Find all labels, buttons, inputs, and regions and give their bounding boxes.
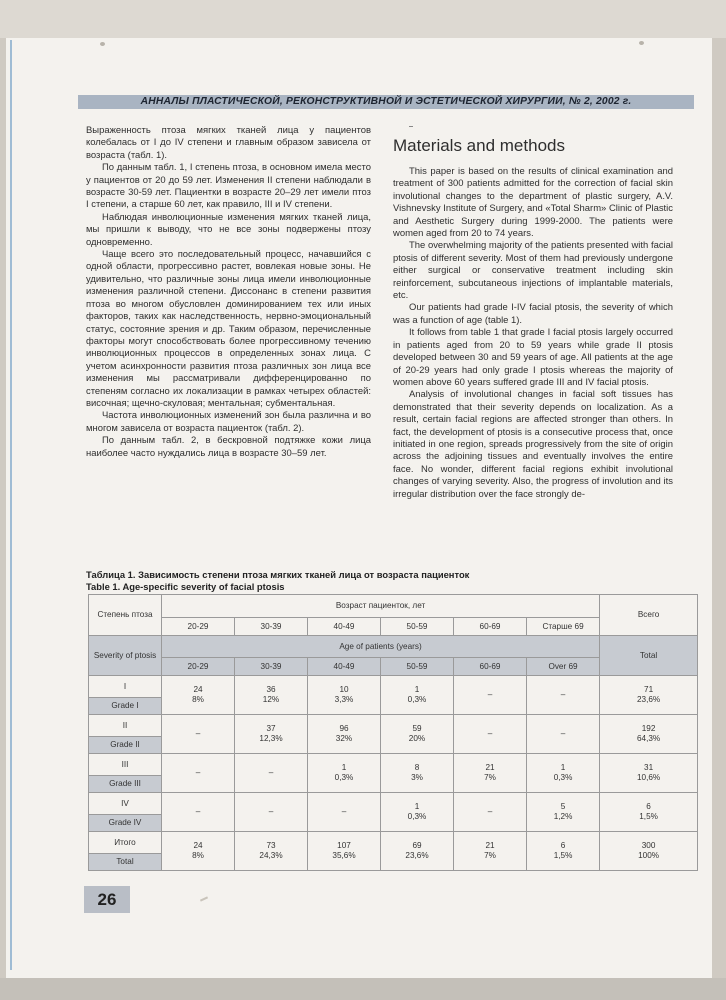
right-column-english: [393, 166, 673, 501]
cell-count: –: [487, 807, 493, 816]
age-group-ru: 20-29: [162, 618, 235, 636]
header-total-en: Total: [600, 636, 698, 676]
table-cell: [381, 676, 454, 715]
age-group-en: 40-49: [308, 658, 381, 676]
cell-percent: 3%: [411, 773, 423, 782]
age-group-ru: 60-69: [454, 618, 527, 636]
dash-mark: [409, 126, 413, 127]
paragraph: It follows from table 1 that grade I facial ptosis largely occurred in patients aged from 20 to 59 years while grade II ptosis developed between 30 and 59 years of age. All patients at the age of 20-29 years had only grade I ptosis whereas the majority of women above 60 years suffered grade III and IV facial ptosis.: [393, 327, 673, 388]
punch-hole: [639, 41, 644, 45]
table-cell: [454, 754, 527, 793]
paragraph: Частота инволюционных изменений зон была различна и во многом зависела от возраста пациенток (табл. 2).: [86, 410, 371, 434]
cell-count: –: [560, 729, 566, 738]
paragraph: По данным табл. 2, в бескровной подтяжке кожи лица наиболее часто нуждались лица в возрасте 30–59 лет.: [86, 435, 371, 459]
header-severity-ru: Степень птоза: [89, 595, 162, 636]
table-cell: [235, 676, 308, 715]
cell-count: 8: [414, 763, 420, 772]
cell-count: 69: [412, 841, 422, 850]
cell-count: –: [195, 768, 201, 777]
cell-count: –: [341, 807, 347, 816]
table-cell: [308, 832, 381, 871]
paragraph: This paper is based on the results of clinical examination and treatment of 300 patients admitted for the correction of facial skin involutional changes to the department of plastic surgery, A.V. Vishnevsky Institute of Surgery, and «Total Sharm» Clinic of Plastic and Aesthetic Surgery during 1999-2000. The patients were women aged from 20 to 74 years.: [393, 166, 673, 240]
table-cell: [381, 754, 454, 793]
table-cell: [454, 793, 527, 832]
table-cell: [162, 676, 235, 715]
table-cell: [308, 754, 381, 793]
binding-edge-line: [10, 40, 12, 970]
table-row: [89, 793, 698, 815]
scan-bottom-strip: [0, 978, 726, 1000]
total-cell: [600, 832, 698, 871]
table-caption-english: Table 1. Age-specific severity of facial ptosis: [86, 581, 285, 592]
cell-count: 107: [337, 841, 351, 850]
paragraph: The overwhelming majority of the patients presented with facial ptosis of different severity. Most of them had previously undergone either surgical or conservative treatment including skin reinforcement, subcutaneous injections of implantable materials, etc.: [393, 240, 673, 302]
table-cell: [381, 715, 454, 754]
cell-count: –: [268, 807, 274, 816]
table-cell: [527, 715, 600, 754]
cell-count: 37: [266, 724, 276, 733]
table-cell: [308, 793, 381, 832]
age-group-en: Over 69: [527, 658, 600, 676]
cell-percent: 8%: [192, 695, 204, 704]
table-row: [89, 715, 698, 737]
cell-percent: 35,6%: [332, 851, 356, 860]
table-cell: [454, 676, 527, 715]
section-title: Materials and methods: [393, 136, 565, 155]
cell-count: 21: [485, 841, 495, 850]
cell-percent: 24,3%: [259, 851, 283, 860]
age-group-en: 50-59: [381, 658, 454, 676]
total-cell: [600, 676, 698, 715]
cell-percent: 12,3%: [259, 734, 283, 743]
table-cell: [527, 754, 600, 793]
cell-percent: 1,2%: [553, 812, 573, 821]
cell-count: 6: [646, 802, 651, 811]
severity-label-en: Grade IV: [89, 815, 162, 832]
table-cell: [162, 832, 235, 871]
table-cell: [381, 793, 454, 832]
table-cell: [308, 715, 381, 754]
total-cell: [600, 715, 698, 754]
header-age-en: Age of patients (years): [162, 636, 600, 658]
table-cell: [454, 715, 527, 754]
age-group-en: 30-39: [235, 658, 308, 676]
age-group-en: 60-69: [454, 658, 527, 676]
cell-count: 24: [193, 841, 203, 850]
age-group-en: 20-29: [162, 658, 235, 676]
cell-count: 1: [414, 802, 420, 811]
cell-percent: 23,6%: [636, 695, 661, 704]
severity-label-ru: I: [89, 676, 162, 698]
age-group-ru: Старше 69: [527, 618, 600, 636]
paragraph: Наблюдая инволюционные изменения мягких тканей лица, мы пришли к выводу, что не все зоны подвержены птозу одновременно.: [86, 211, 371, 248]
severity-label-en: Grade I: [89, 698, 162, 715]
table-caption-russian: Таблица 1. Зависимость степени птоза мягких тканей лица от возраста пациенток: [86, 569, 470, 580]
cell-count: 10: [339, 685, 349, 694]
cell-count: 1: [414, 685, 420, 694]
running-header: [78, 95, 694, 109]
punch-hole: [100, 42, 105, 46]
left-column-russian: [86, 125, 371, 460]
header-age-ru: Возраст пациенток, лет: [162, 595, 600, 618]
cell-percent: 3,3%: [334, 695, 354, 704]
cell-count: 6: [560, 841, 566, 850]
table-cell: [235, 832, 308, 871]
paragraph: Выраженность птоза мягких тканей лица у пациентов колебалась от I до IV степени и главным образом зависела от возраста (табл. 1).: [86, 125, 371, 161]
cell-percent: 1,5%: [639, 812, 658, 821]
cell-percent: 100%: [638, 851, 660, 860]
cell-percent: 23,6%: [405, 851, 429, 860]
table-body: [89, 676, 698, 871]
cell-count: 36: [266, 685, 276, 694]
running-header-text: АННАЛЫ ПЛАСТИЧЕСКОЙ, РЕКОНСТРУКТИВНОЙ И ЭСТЕТИЧЕСКОЙ ХИРУРГИИ, № 2, 2002 г.: [140, 96, 632, 107]
table-cell: [235, 793, 308, 832]
cell-percent: 8%: [192, 851, 204, 860]
cell-count: 300: [641, 841, 656, 850]
table-cell: [381, 832, 454, 871]
ptosis-age-table: [88, 594, 698, 871]
cell-count: 192: [641, 724, 656, 733]
total-cell: [600, 754, 698, 793]
cell-percent: 0,3%: [553, 773, 573, 782]
paragraph: Our patients had grade I-IV facial ptosis, the severity of which was a function of age (table 1).: [393, 302, 673, 326]
table-cell: [527, 676, 600, 715]
table-cell: [162, 793, 235, 832]
table-cell: [235, 715, 308, 754]
table-cell: [527, 832, 600, 871]
cell-count: 1: [341, 763, 347, 772]
severity-label-ru: III: [89, 754, 162, 776]
cell-count: –: [195, 807, 201, 816]
table-row: [89, 754, 698, 776]
table-cell: [454, 832, 527, 871]
age-group-ru: 50-59: [381, 618, 454, 636]
cell-count: 24: [193, 685, 203, 694]
cell-count: 73: [266, 841, 276, 850]
cell-percent: 20%: [408, 734, 426, 743]
severity-label-ru: Итого: [89, 832, 162, 854]
paragraph: По данным табл. 1, I степень птоза, в основном имела место у пациентов от 20 до 59 лет. Изменения II степени наблюдали в возрасте 30-59 лет. Пациентки в возрасте 20–29 лет имели птоз I степени, а старше 60 лет, как правило, III и IV степени.: [86, 162, 371, 211]
page-number: 26: [84, 886, 130, 913]
cell-count: 59: [412, 724, 422, 733]
table-cell: [527, 793, 600, 832]
cell-percent: 12%: [262, 695, 280, 704]
cell-count: –: [487, 729, 493, 738]
cell-count: –: [195, 729, 201, 738]
cell-percent: 7%: [484, 773, 496, 782]
cell-percent: 64,3%: [636, 734, 661, 743]
cell-count: 31: [644, 763, 654, 772]
severity-label-en: Total: [89, 854, 162, 871]
cell-percent: 10,6%: [636, 773, 661, 782]
cell-count: 5: [560, 802, 566, 811]
cell-percent: 7%: [484, 851, 496, 860]
severity-label-ru: IV: [89, 793, 162, 815]
severity-label-en: Grade III: [89, 776, 162, 793]
cell-count: –: [560, 690, 566, 699]
table-row: [89, 832, 698, 854]
age-group-ru: 40-49: [308, 618, 381, 636]
cell-count: –: [268, 768, 274, 777]
header-total-ru: Всего: [600, 595, 698, 636]
paragraph: Analysis of involutional changes in facial soft tissues has demonstrated that their severity depends on localization. As a result, certain facial regions are affected stronger than others. In fact, the development of ptosis is a consecutive process that, once initiated in one region, spreads progressively from the site of origin across the adjoining tissues and eventually involves the entire face. No wonder, different facial regions exhibit involutional changes of varying severity. Also, the progress of involution and its irregular distribution over the face strongly de-: [393, 389, 673, 500]
cell-percent: 32%: [335, 734, 353, 743]
total-cell: [600, 793, 698, 832]
cell-count: 96: [339, 724, 349, 733]
cell-percent: 0,3%: [334, 773, 354, 782]
table-cell: [308, 676, 381, 715]
cell-count: –: [487, 690, 493, 699]
cell-count: 71: [644, 685, 654, 694]
scan-top-strip: [0, 0, 726, 38]
age-group-ru: 30-39: [235, 618, 308, 636]
cell-percent: 0,3%: [407, 812, 427, 821]
severity-label-ru: II: [89, 715, 162, 737]
cell-count: 1: [560, 763, 566, 772]
table-cell: [162, 754, 235, 793]
header-severity-en: Severity of ptosis: [89, 636, 162, 676]
cell-percent: 1,5%: [553, 851, 573, 860]
paragraph: Чаще всего это последовательный процесс, начавшийся с одной области, прогрессивно растет, вовлекая новые зоны. Не удивительно, что различные зоны лица имели инволюционные изменения различной степени. Диссонанс в степени развития птоза во многом обусловлен доминированием тех или иных факторов, таких как наследственность, нервно-эмоциональный статус, состояние зрения и др. Таким образом, перечисленные факторы могут способствовать более прогрессивному течению инволюционных процессов в определенных зонах лица. С учетом асинхронности развития птоза различных зон лица все изменения мы рассматривали дифференцированно по степеням согласно их локализации в рамках четырех областей: височная; щечно-скуловая; ментальная; субментальная.: [86, 249, 371, 409]
table-cell: [235, 754, 308, 793]
table-cell: [162, 715, 235, 754]
table-row: [89, 676, 698, 698]
cell-count: 21: [485, 763, 495, 772]
cell-percent: 0,3%: [407, 695, 427, 704]
severity-label-en: Grade II: [89, 737, 162, 754]
